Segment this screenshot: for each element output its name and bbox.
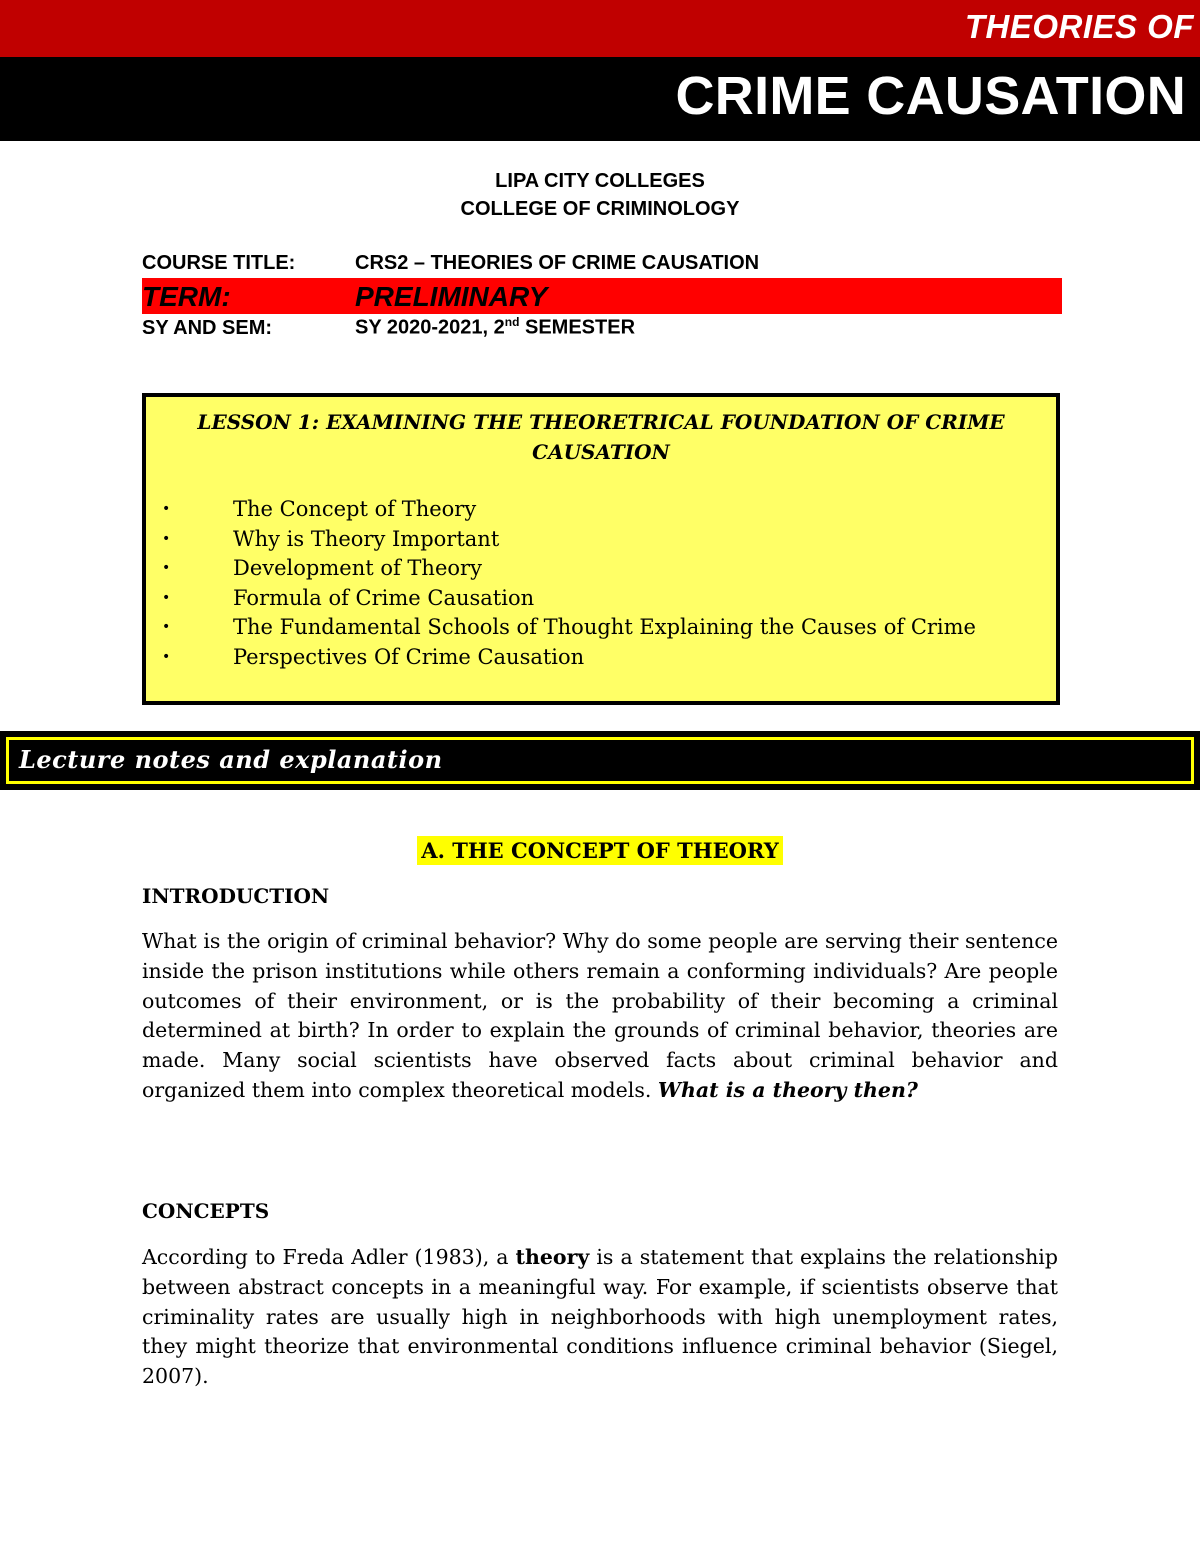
header-red-band (0, 0, 1200, 57)
course-title-label: COURSE TITLE: (142, 252, 296, 274)
header-title-line2: CRIME CAUSATION (675, 66, 1186, 126)
sy-value: SY 2020-2021, 2nd SEMESTER (355, 315, 636, 339)
intro-paragraph: What is the origin of criminal behavior? Why do some people are serving their sentence inside the prison institutions while others remain a conforming individuals? Are people outcomes of their environment, or is the probability of their becoming a criminal determined at birth? In order to explain the grounds of criminal behavior, theories are made. Many social scientists have observed facts about criminal behavior and organized them into complex theoretical models. What is a theory then? (142, 929, 1058, 1102)
concepts-paragraph: According to Freda Adler (1983), a theory is a statement that explains the relationship between abstract concepts in a meaningful way. For example, if scientists observe that criminality rates are usually high in neighborhoods with high unemployment rates, they might theorize that environmental conditions influence criminal behavior (Siegel, 2007). (142, 1245, 1058, 1389)
section-title-text: A. THE CONCEPT OF THEORY (417, 836, 782, 865)
college-name: COLLEGE OF CRIMINOLOGY (460, 198, 740, 220)
intro-question: What is a theory then? (657, 1077, 918, 1102)
term-label: TERM: (142, 281, 231, 312)
term-row (142, 278, 1062, 314)
concepts-heading: CONCEPTS (142, 1199, 270, 1223)
header-black-band (0, 57, 1200, 141)
lecture-notes-frame (6, 737, 1194, 784)
lesson-box: LESSON 1: EXAMINING THE THEORETRICAL FOUNDATION OF CRIME CAUSATION • The Concept of Theory • Why is Theory Important • Development of Theory • Formula of Crime Causation • The Fundamental Schools of Thought Explaining the Causes of Crime • Perspectives Of Crime Causation (142, 393, 1060, 705)
bullet-icon: • (162, 530, 171, 547)
lecture-notes-label: Lecture notes and explanation (19, 745, 443, 774)
bullet-icon: • (162, 560, 171, 577)
course-title-value: CRS2 – THEORIES OF CRIME CAUSATION (355, 252, 760, 274)
sy-label: SY AND SEM: (142, 317, 273, 339)
bullet-icon: • (162, 501, 171, 517)
course-title-row (142, 247, 1062, 281)
sy-row (142, 312, 1062, 346)
lecture-notes-bar (0, 731, 1200, 790)
bullet-icon: • (162, 619, 171, 636)
lesson-title: LESSON 1: EXAMINING THE THEORETRICAL FOUNDATION OF CRIME CAUSATION (197, 410, 1005, 464)
term-value: PRELIMINARY (355, 281, 548, 312)
bullet-icon: • (162, 589, 171, 606)
header-title-line1: THEORIES OF (964, 8, 1194, 45)
intro-heading: INTRODUCTION (142, 884, 330, 908)
theory-term: theory (515, 1245, 590, 1269)
section-title (0, 838, 1200, 863)
bullet-icon: • (162, 648, 171, 665)
school-name: LIPA CITY COLLEGES (495, 170, 705, 192)
